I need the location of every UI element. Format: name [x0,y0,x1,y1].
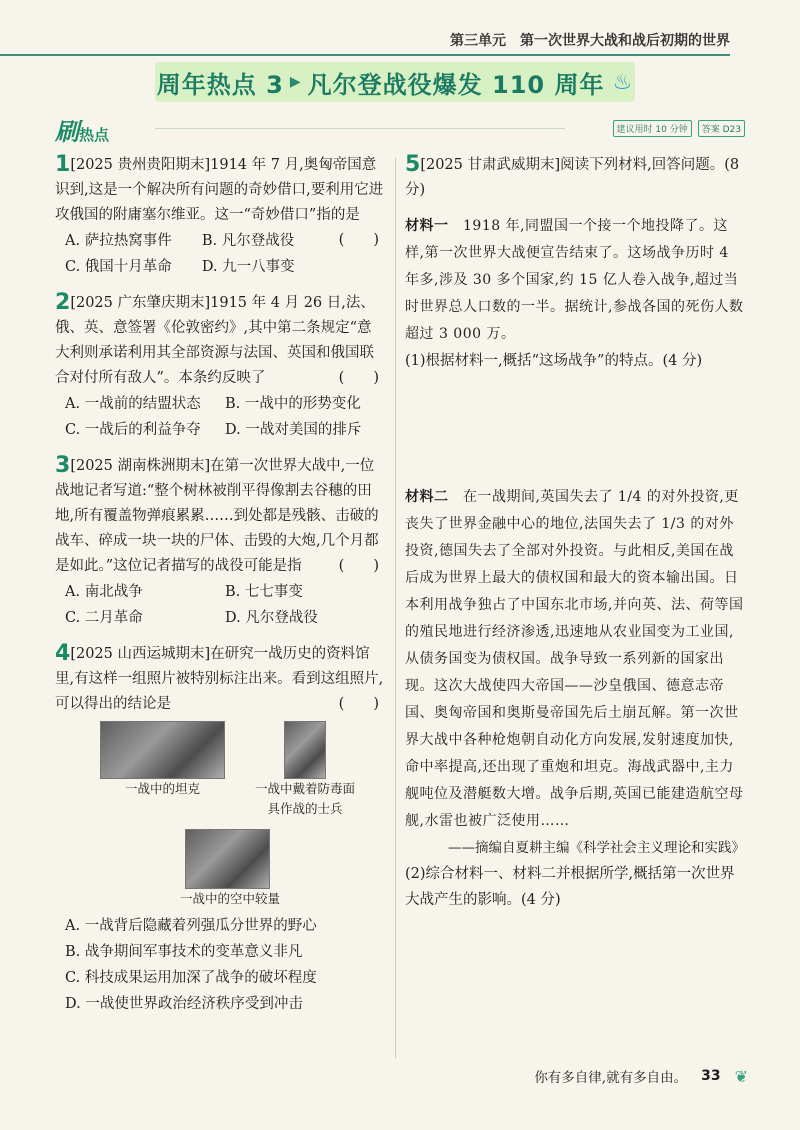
decoration-icon: ❦ [734,1066,748,1086]
option-c[interactable]: C. 俄国十月革命 [65,259,172,275]
option-d[interactable]: D. 一战使世界政治经济秩序受到冲击 [65,996,303,1012]
column-divider [395,158,396,1058]
photo-caption: 一战中的空中较量 [180,891,281,906]
question-number: 3 [55,453,71,478]
footer [534,1066,748,1086]
options [55,579,385,631]
citation: ——摘编自夏耕主编《科学社会主义理论和实践》 [448,840,745,856]
answer-blank[interactable]: ( ) [338,232,379,248]
answer-space-1[interactable] [405,374,745,484]
question-number: 1 [55,152,71,177]
gas-mask-image [284,721,326,779]
tank-photo [100,721,225,799]
air-combat-image [185,829,270,889]
hot-badge-big: 刷 [55,118,79,146]
question-number: 4 [55,641,71,666]
sub-question-1: (1)根据材料一,概括“这场战争”的特点。(4 分) [405,353,703,369]
title-part2: 凡尔登战役爆发 110 周年 [307,70,605,99]
left-column [55,152,385,1027]
answer-blank[interactable]: ( ) [338,696,379,712]
options [55,913,385,1017]
option-a[interactable]: A. 一战前的结盟状态 [65,396,201,412]
question-number: 5 [405,152,421,177]
option-d[interactable]: D. 凡尔登战役 [225,610,318,626]
right-column [405,152,745,913]
question-2 [55,290,385,443]
question-4 [55,641,385,1017]
answer-blank[interactable]: ( ) [338,558,379,574]
hot-badge-small: 热点 [79,126,110,144]
photo-group [55,721,385,913]
option-c[interactable]: C. 一战后的利益争夺 [65,422,201,438]
answer-tag: 答案 D23 [698,120,745,137]
time-value: 10 分钟 [655,125,688,135]
material-label: 材料二 [405,489,449,505]
option-a[interactable]: A. 南北战争 [65,584,143,600]
material-label: 材料一 [405,218,449,234]
question-stem: [2025 甘肃武威期末]阅读下列材料,回答问题。(8 分) [405,157,740,198]
answer-blank[interactable]: ( ) [338,370,379,386]
time-tag [613,120,746,137]
options [55,228,339,280]
motto: 你有多自律,就有多自由。 [534,1070,688,1086]
question-stem: [2025 广东肇庆期末]1915 年 4 月 26 日,法、俄、英、意签署《伦敦密约》,其中第二条规定“意大利则承诺利用其全部资源与法国、英国和俄国联合对付所有敌人”。本条约反映了 [55,295,375,386]
sub-question-2: (2)综合材料一、材料二并根据所学,概括第一次世界大战产生的影响。(4 分) [405,866,735,908]
hot-badge [55,112,109,147]
option-b[interactable]: B. 战争期间军事技术的变革意义非凡 [65,944,303,960]
question-number: 2 [55,290,71,315]
material-2 [405,484,745,835]
option-b[interactable]: B. 一战中的形势变化 [225,396,361,412]
question-stem: [2025 贵州贵阳期末]1914 年 7 月,奥匈帝国意识到,这是一个解决所有问题的奇妙借口,要利用它进攻俄国的附庸塞尔维亚。这一“奇妙借口”指的是 [55,157,384,223]
option-c[interactable]: C. 二月革命 [65,610,143,626]
time-label: 建议用时 10 分钟 [613,120,692,137]
header-rule [0,54,730,56]
title-part1: 周年热点 3 [156,70,284,99]
option-d[interactable]: D. 九一八事变 [201,259,295,275]
option-d[interactable]: D. 一战对美国的排斥 [225,422,362,438]
gas-mask-photo [250,721,360,819]
page-title [155,62,635,102]
option-b[interactable]: B. 七七事变 [225,584,303,600]
answer-value: D23 [722,125,741,135]
option-a[interactable]: A. 萨拉热窝事件 [65,233,172,249]
page-number: 33 [701,1068,721,1084]
question-3 [55,453,385,631]
option-a[interactable]: A. 一战背后隐藏着列强瓜分世界的野心 [65,918,317,934]
tank-image [100,721,225,779]
options [55,391,385,443]
photo-caption: 一战中的坦克 [124,781,200,796]
hot-row [55,112,745,146]
question-stem: [2025 湖南株洲期末]在第一次世界大战中,一位战地记者写道:“整个树林被削平得像割去谷穗的田地,所有覆盖物弹痕累累……到处都是残骸、击破的战车、碎成一块一块的尸体、击毁的大炮,几个月都是如此。”这位记者描写的战役可能是指 [55,458,379,574]
play-arrow-icon: ▶ [289,74,302,90]
flame-icon: ♨ [612,69,634,95]
air-combat-photo [180,829,280,909]
material-text: 在一战期间,英国失去了 1/4 的对外投资,更丧失了世界金融中心的地位,法国失去了 1/3 的对外投资,德国失去了全部对外投资。与此相反,美国在战后成为世界上最大的债权国和最大的资本输出国。日本利用战争独占了中国东北市场,并向英、法、荷等国的殖民地进行经济渗透,迅速地从农业国变为工业国,从债务国变为债权国。战争导致一系列新的国家出现。这次大战使四大帝国——沙皇俄国、德意志帝国、奥匈帝国和奥斯曼帝国先后土崩瓦解。第一次世界大战中各种枪炮朝自动化方向发展,发射速度加快,命中率提高,还出现了重炮和坦克。海战武器中,主力舰吨位及潜艇数大增。战争后期,英国已能建造航空母舰,水雷也被广泛使用…… [405,489,744,829]
option-c[interactable]: C. 科技成果运用加深了战争的破坏程度 [65,970,317,986]
question-stem: [2025 山西运城期末]在研究一战历史的资料馆里,有这样一组照片被特别标注出来。看到这组照片,可以得出的结论是 [55,646,384,712]
question-5 [405,152,745,203]
hot-divider [155,128,565,129]
unit-title: 第三单元 第一次世界大战和战后初期的世界 [450,33,730,49]
option-b[interactable]: B. 凡尔登战役 [201,233,295,249]
material-1 [405,213,745,348]
photo-caption: 一战中戴着防毒面具作战的士兵 [254,781,355,816]
question-1 [55,152,385,280]
unit-header [0,28,800,56]
material-text: 1918 年,同盟国一个接一个地投降了。这样,第一次世界大战便宣告结束了。这场战争历时 4 年多,涉及 30 多个国家,约 15 亿人卷入战争,超过当时世界总人口数的一半。据统计,参战各国的死伤人数超过 3 000 万。 [405,218,744,342]
